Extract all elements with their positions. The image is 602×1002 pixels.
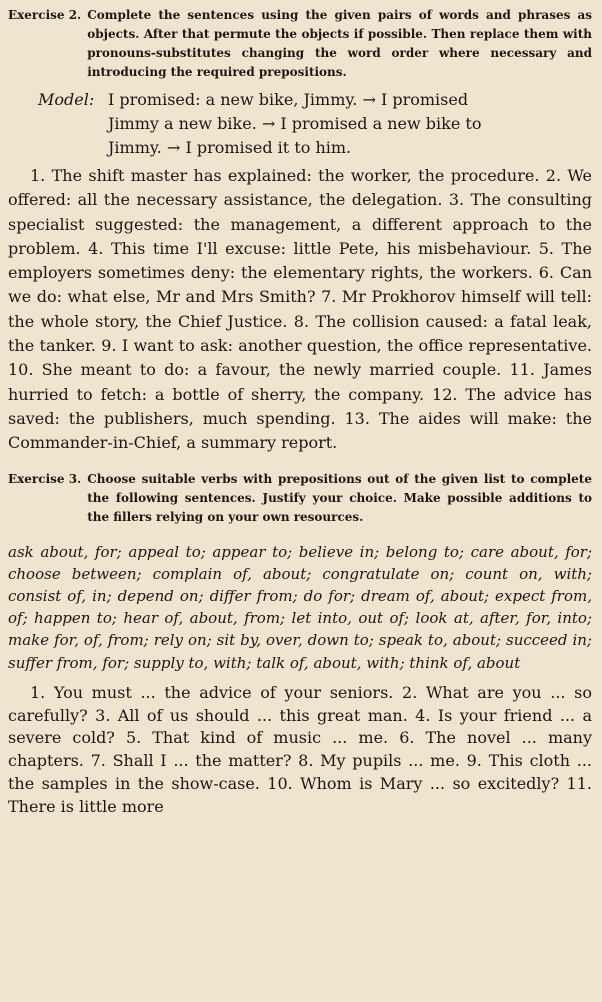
exercise-2-instruction: Complete the sentences using the given pairs of words and phrases as objects. After that permute the objects if possible. Then replace them with pronouns-substitutes changing the word order where necessary and introducing the required prepositions. (87, 8, 592, 79)
model-example (8, 88, 592, 160)
exercise-3-header (8, 470, 592, 527)
model-line: Jimmy. → I promised it to him. (108, 138, 352, 157)
textbook-page (0, 6, 602, 1002)
verb-list: ask about, for; appeal to; appear to; believe in; belong to; care about, for; choose between; complain of, about; congratulate on; count on, with; consist of, in; depend on; differ from; do for; dream of, about; expect from, of; happen to; hear of, about, from; let into, out of; look at, after, for, into; make for, of, from; rely on; sit by, over, down to; speak to, about; succeed in; suffer from, for; supply to, with; talk of, about, with; think of, about (8, 542, 592, 672)
exercise-2-sentences-block (8, 164, 592, 456)
model-line: Jimmy a new bike. → I promised a new bike to (108, 114, 482, 133)
exercise-3-sentences: 1. You must ... the advice of your seniors. 2. What are you ... so carefully? 3. All of us should ... this great man. 4. Is your friend ... a severe cold? 5. That kind of music ... me. 6. The novel ... many chapters. 7. Shall I ... the matter? 8. My pupils ... me. 9. This cloth ... the samples in the show-case. 10. Whom is Mary ... so excitedly? 11. There is little more (8, 682, 592, 816)
exercise-2-header (8, 6, 592, 82)
exercise-3-label: Exercise 3. (8, 471, 82, 486)
exercise-3-sentences-block (8, 682, 592, 819)
exercise-3-instruction: Choose suitable verbs with prepositions out of the given list to complete the following sentences. Justify your choice. Make possible additions to the fillers relying on your own resources. (87, 471, 592, 524)
exercise-2-label: Exercise 2. (8, 8, 82, 22)
model-line: I promised: a new bike, Jimmy. → I promised (108, 90, 469, 109)
model-label: Model: (38, 90, 95, 109)
exercise-2-sentences: 1. The shift master has explained: the worker, the procedure. 2. We offered: all the necessary assistance, the delegation. 3. The consulting specialist suggested: the management, a different approach to the problem. 4. This time I'll excuse: little Pete, his misbehaviour. 5. The employers sometimes deny: the elementary rights, the workers. 6. Can we do: what else, Mr and Mrs Smith? 7. Mr Prokhorov himself will tell: the whole story, the Chief Justice. 8. The collision caused: a fatal leak, the tanker. 9. I want to ask: another question, the office representative. 10. She meant to do: a favour, the newly married couple. 11. James hurried to fetch: a bottle of sherry, the company. 12. The advice has saved: the publishers, much spending. 13. The aides will make: the Commander-in-Chief, a summary report. (8, 166, 592, 453)
